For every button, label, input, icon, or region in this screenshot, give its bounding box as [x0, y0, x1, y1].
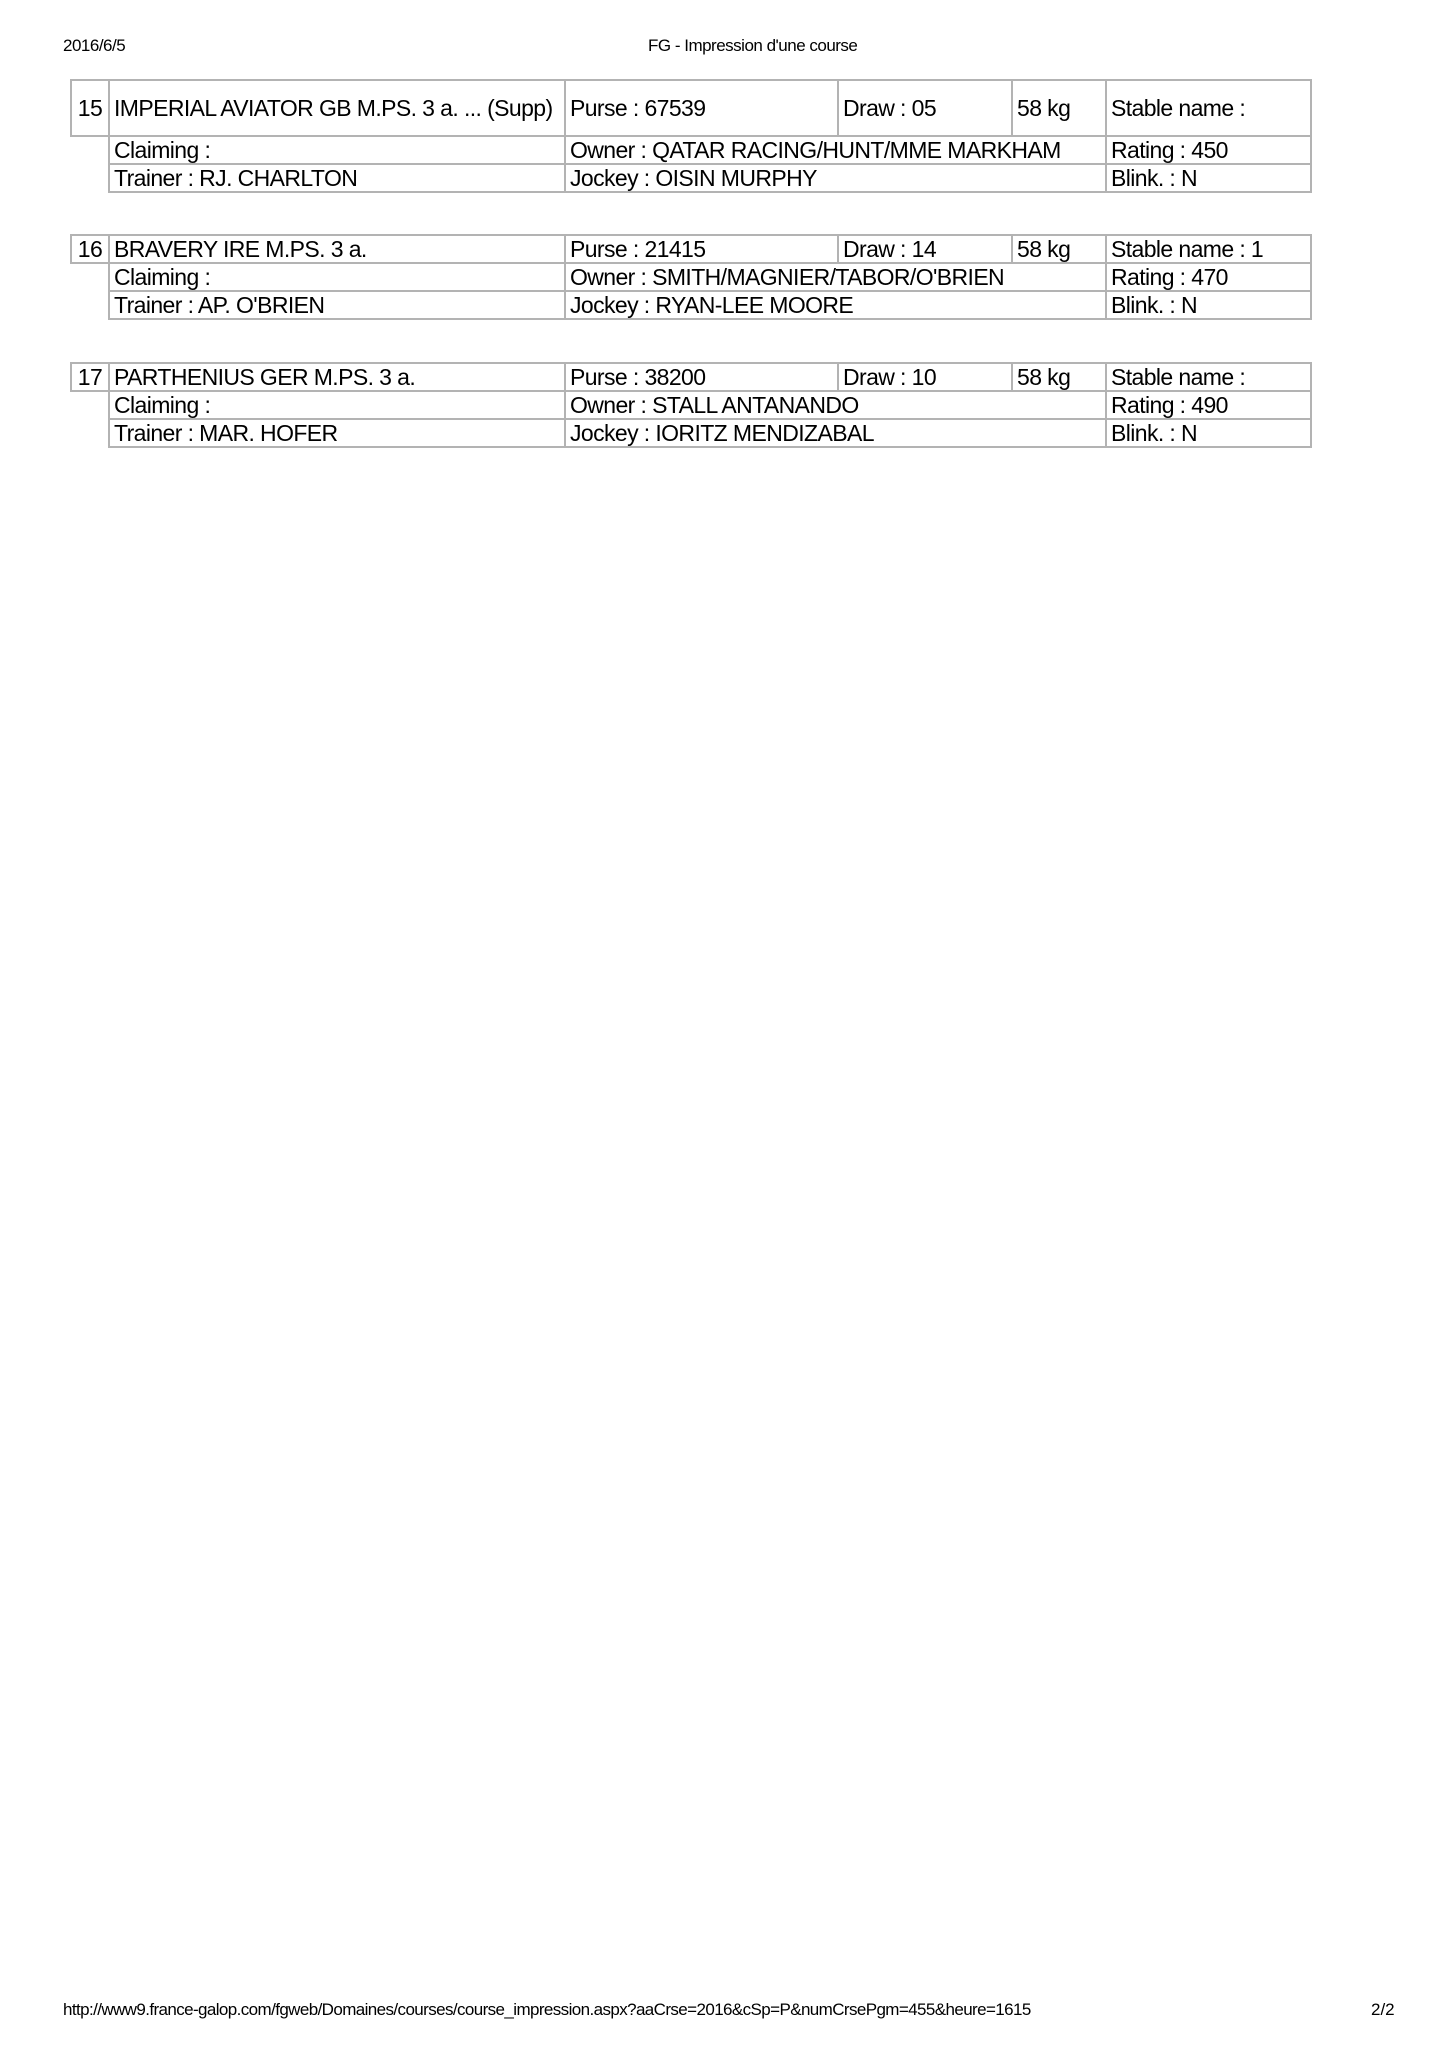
runner-number: 15 — [71, 80, 109, 136]
jockey: Jockey : IORITZ MENDIZABAL — [565, 419, 1106, 447]
purse: Purse : 38200 — [565, 363, 838, 391]
trainer: Trainer : RJ. CHARLTON — [109, 164, 565, 192]
print-date: 2016/6/5 — [63, 36, 126, 55]
runner-table — [70, 79, 1312, 193]
purse: Purse : 21415 — [565, 235, 838, 263]
spacer-cell — [71, 136, 109, 164]
weight: 58 kg — [1012, 80, 1106, 136]
purse: Purse : 67539 — [565, 80, 838, 136]
page-number: 2/2 — [1371, 2000, 1395, 2019]
runner-main-row — [71, 80, 1311, 136]
rating: Rating : 450 — [1106, 136, 1311, 164]
runner-owner-row — [71, 263, 1311, 291]
stable-name: Stable name : — [1106, 80, 1311, 136]
spacer-cell — [71, 391, 109, 419]
spacer-cell — [71, 419, 109, 447]
claiming: Claiming : — [109, 263, 565, 291]
spacer-cell — [71, 263, 109, 291]
horse-name: BRAVERY IRE M.PS. 3 a. — [109, 235, 565, 263]
trainer: Trainer : AP. O'BRIEN — [109, 291, 565, 319]
blinkers: Blink. : N — [1106, 419, 1311, 447]
runner-main-row — [71, 235, 1311, 263]
horse-name: PARTHENIUS GER M.PS. 3 a. — [109, 363, 565, 391]
trainer: Trainer : MAR. HOFER — [109, 419, 565, 447]
owner: Owner : QATAR RACING/HUNT/MME MARKHAM — [565, 136, 1106, 164]
horse-name: IMPERIAL AVIATOR GB M.PS. 3 a. ... (Supp) — [109, 80, 565, 136]
runner-number: 16 — [71, 235, 109, 263]
owner: Owner : STALL ANTANANDO — [565, 391, 1106, 419]
runner-table — [70, 362, 1312, 448]
spacer-cell — [71, 164, 109, 192]
rating: Rating : 490 — [1106, 391, 1311, 419]
owner: Owner : SMITH/MAGNIER/TABOR/O'BRIEN — [565, 263, 1106, 291]
blinkers: Blink. : N — [1106, 291, 1311, 319]
draw: Draw : 14 — [838, 235, 1012, 263]
rating: Rating : 470 — [1106, 263, 1311, 291]
claiming: Claiming : — [109, 391, 565, 419]
runner-trainer-row — [71, 419, 1311, 447]
claiming: Claiming : — [109, 136, 565, 164]
runner-owner-row — [71, 391, 1311, 419]
draw: Draw : 10 — [838, 363, 1012, 391]
runner-trainer-row — [71, 291, 1311, 319]
jockey: Jockey : OISIN MURPHY — [565, 164, 1106, 192]
runner-main-row — [71, 363, 1311, 391]
runner-number: 17 — [71, 363, 109, 391]
runner-table — [70, 234, 1312, 320]
stable-name: Stable name : — [1106, 363, 1311, 391]
weight: 58 kg — [1012, 363, 1106, 391]
draw: Draw : 05 — [838, 80, 1012, 136]
jockey: Jockey : RYAN-LEE MOORE — [565, 291, 1106, 319]
blinkers: Blink. : N — [1106, 164, 1311, 192]
spacer-cell — [71, 291, 109, 319]
page-title: FG - Impression d'une course — [648, 36, 858, 55]
runner-owner-row — [71, 136, 1311, 164]
runner-trainer-row — [71, 164, 1311, 192]
source-url: http://www9.france-galop.com/fgweb/Domaines/courses/course_impression.aspx?aaCrse=2016&cSp=P&numCrsePgm=455&heure=1615 — [63, 2000, 1031, 2019]
weight: 58 kg — [1012, 235, 1106, 263]
stable-name: Stable name : 1 — [1106, 235, 1311, 263]
